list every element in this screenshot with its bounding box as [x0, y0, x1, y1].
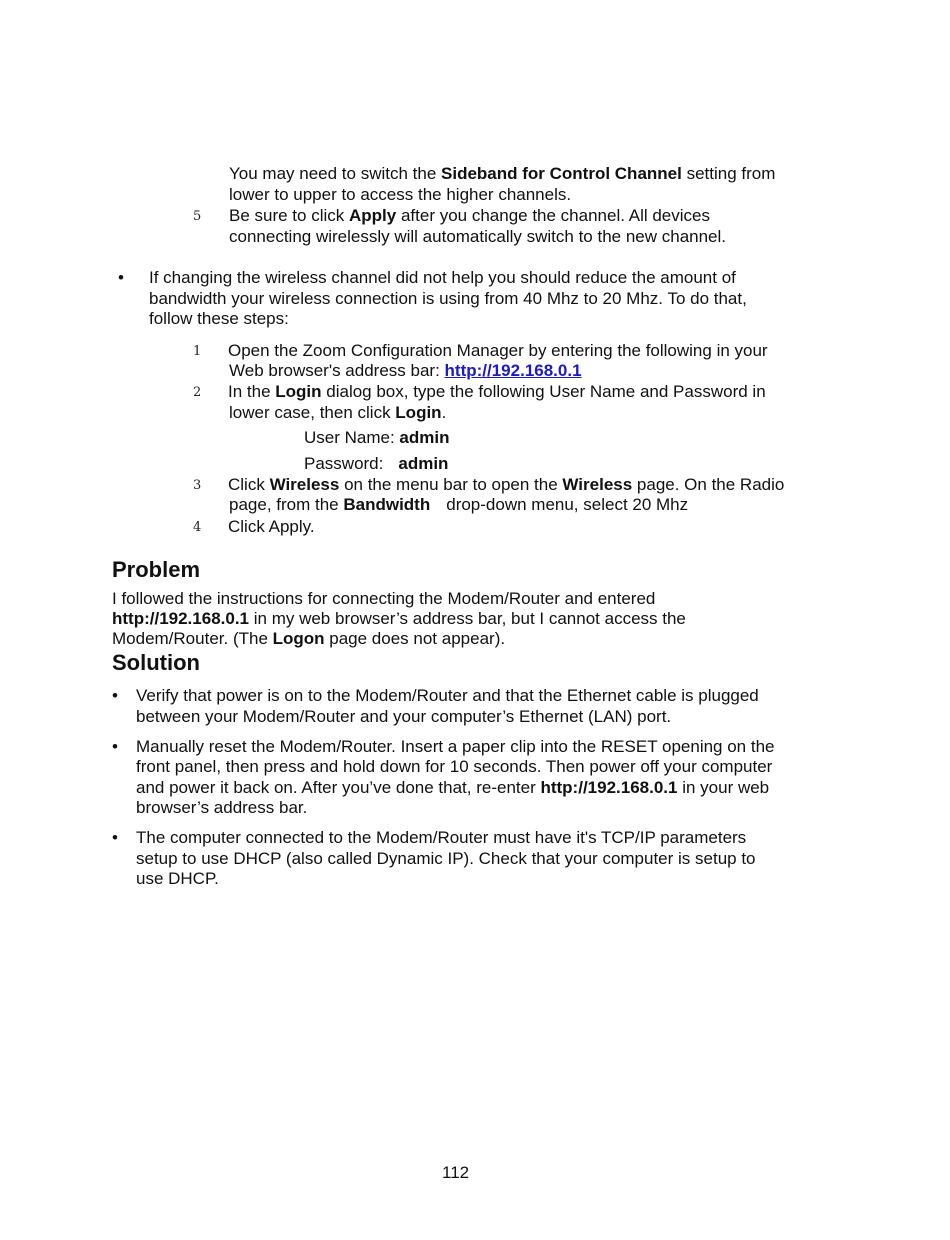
bullet-1-line-2: bandwidth your wireless connection is using from 40 Mhz to 20 Mhz. To do that,	[149, 289, 747, 308]
solution-bullet-2-line-1: Manually reset the Modem/Router. Insert a paper clip into the RESET opening on the	[136, 737, 775, 756]
username-line: User Name: admin	[304, 428, 450, 447]
step-continuation-line-2: lower to upper to access the higher channels.	[229, 185, 572, 204]
page-number: 112	[442, 1163, 470, 1182]
bullet-icon: •	[112, 737, 118, 756]
solution-bullet-3-line-3: use DHCP.	[136, 869, 219, 888]
step-4-line-1: Click Apply.	[228, 517, 315, 536]
step-2-line-1: In the Login dialog box, type the following User Name and Password in	[228, 382, 766, 401]
problem-line-1: I followed the instructions for connecting the Modem/Router and entered	[112, 589, 656, 608]
step-3-line-2: page, from the Bandwidth drop-down menu, select 20 Mhz	[229, 495, 689, 514]
bullet-icon: •	[118, 268, 124, 287]
step-1-line-2: Web browser's address bar: http://192.168.0.1	[229, 361, 582, 380]
step-number-3: 3	[193, 478, 202, 493]
solution-heading: Solution	[112, 650, 200, 675]
step-1-line-1: Open the Zoom Configuration Manager by entering the following in your	[228, 341, 768, 360]
bullet-icon: •	[112, 686, 118, 705]
problem-line-2: http://192.168.0.1 in my web browser’s address bar, but I cannot access the	[112, 609, 686, 628]
solution-bullet-2-line-2: front panel, then press and hold down for 10 seconds. Then power off your computer	[136, 757, 773, 776]
bullet-icon: •	[112, 828, 118, 847]
step-number-4: 4	[193, 520, 202, 535]
step-number-2: 2	[193, 385, 202, 400]
bullet-1-line-1: If changing the wireless channel did not help you should reduce the amount of	[149, 268, 736, 287]
solution-bullet-1-line-1: Verify that power is on to the Modem/Router and that the Ethernet cable is plugged	[136, 686, 759, 705]
solution-bullet-3-line-1: The computer connected to the Modem/Router must have it's TCP/IP parameters	[136, 828, 747, 847]
solution-bullet-1-line-2: between your Modem/Router and your computer’s Ethernet (LAN) port.	[136, 707, 672, 726]
problem-heading: Problem	[112, 557, 201, 582]
router-address-link[interactable]: http://192.168.0.1	[444, 361, 582, 380]
problem-line-3: Modem/Router. (The Logon page does not appear).	[112, 629, 506, 648]
bullet-1-line-3: follow these steps:	[149, 309, 289, 328]
step-5-line-2: connecting wirelessly will automatically switch to the new channel.	[229, 227, 727, 246]
solution-bullet-2-line-4: browser’s address bar.	[136, 798, 308, 817]
solution-bullet-2-line-3: and power it back on. After you’ve done that, re-enter http://192.168.0.1 in your web	[136, 778, 770, 797]
step-number-5: 5	[193, 209, 202, 224]
password-line: Password: admin	[304, 454, 449, 473]
step-2-line-2: lower case, then click Login.	[229, 403, 447, 422]
step-number-1: 1	[193, 344, 202, 359]
step-continuation-line-1: You may need to switch the Sideband for Control Channel setting from	[229, 164, 776, 183]
solution-bullet-3-line-2: setup to use DHCP (also called Dynamic IP). Check that your computer is setup to	[136, 849, 756, 868]
step-5-line-1: Be sure to click Apply after you change the channel. All devices	[229, 206, 710, 225]
step-3-line-1: Click Wireless on the menu bar to open the Wireless page. On the Radio	[228, 475, 785, 494]
